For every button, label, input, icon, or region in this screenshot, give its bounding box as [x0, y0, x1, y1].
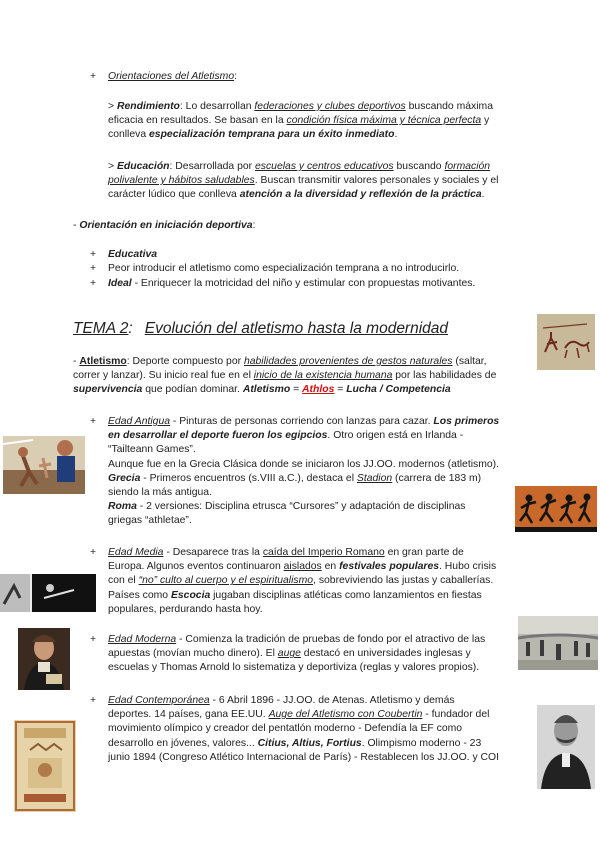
iniciacion-heading: - Orientación en iniciación deportiva: [73, 220, 256, 231]
edad-moderna-paragraph: Edad Moderna - Comienza la tradición de pruebas de fondo por el atractivo de las apuestas (movían mucho dinero). El auge destacó en universidades inglesas y escuelas y Thomas Arnold lo sistematiza y deportiviza (reglas y valores propios). [108, 634, 486, 674]
bullet: + [90, 278, 97, 289]
list-item: Peor introducir el atletismo como especialización temprana a no introducirlo. [108, 263, 460, 274]
bullet: + [90, 249, 97, 260]
rendimiento-paragraph: > Rendimiento: Lo desarrollan federaciones y clubes deportivos buscando máxima eficacia en resultados. Se basan en la condición física máxima y técnica perfecta y conlleva especialización temprana para un éxito inmediato. [108, 101, 493, 141]
greek-athletes-image [3, 436, 85, 494]
bullet: + [90, 416, 97, 427]
bullet: + [90, 695, 97, 706]
cave-painting-image [537, 314, 595, 370]
edad-antigua-paragraph: Edad Antigua - Pinturas de personas corriendo con lanzas para cazar. Los primeros en desarrollar el deporte fueron los egipcios. Otro origen está en Irlanda - “Tailteann Games”. Aunque fue en la Grecia Clásica donde se iniciaron los JJ.OO. modernos (atletismo). Grecia - Primeros encuentros (s.VIII a.C.), destaca el Stadion (carrera de 183 m) siendo la más antigua. Roma - 2 versiones: Disciplina etrusca “Cursores” y adaptación de disciplinas griegas “athletae”. [108, 416, 500, 527]
section-title: TEMA 2: Evolución del atletismo hasta la modernidad [73, 320, 449, 337]
portrait-thomas-arnold-image [18, 628, 70, 690]
olympics-poster-image [14, 720, 76, 812]
educacion-paragraph: > Educación: Desarrollada por escuelas y centros educativos buscando formación polivalente y hábitos saludables. Buscan transmitir valores personales y sociales y el carácter lúdico que conlleva atención a la diversidad y reflexión de la práctica. [108, 161, 499, 201]
bullet: + [90, 634, 97, 645]
bullet: + [90, 71, 97, 82]
list-item: Ideal - Enriquecer la motricidad del niño y estimular con propuestas motivantes. [108, 278, 476, 289]
orientaciones-heading: Orientaciones del Atletismo: [108, 71, 237, 82]
portrait-coubertin-image [537, 705, 595, 789]
atletismo-paragraph: - Atletismo: Deporte compuesto por habilidades provenientes de gestos naturales (saltar, correr y lanzar). Su inicio real fue en el inicio de la existencia humana por las habilidades de supervivencia que podían dominar. Atletismo = Athlos = Lucha / Competencia [73, 356, 497, 396]
edad-contemporanea-paragraph: Edad Contemporánea - 6 Abril 1896 - JJ.OO. de Atenas. Atletismo y demás deportes. 14 países, gana EE.UU. Auge del Atletismo con Coubertin - fundador del movimiento olímpico y creador del pentatlón moderno - Defendía la EF como desarrollo en jóvenes, valores... Citius, Altius, Fortius. Olimpismo moderno - 23 junio 1894 (Congreso Atlético Internacional de París) - Restablecen los JJ.OO. y COI [108, 695, 499, 763]
greek-vase-runners-image [515, 486, 597, 532]
bullet: + [90, 547, 97, 558]
list-item: Educativa [108, 249, 158, 260]
bullet: + [90, 263, 97, 274]
edad-media-paragraph: Edad Media - Desaparece tras la caída del Imperio Romano en gran parte de Europa. Algunos eventos continuaron aislados en festivales populares. Hubo crisis con el “no” culto al cuerpo y el espiritualismo, sobreviviendo las justas y caballerías. Países como Escocia jugaban disciplinas atléticas como lanzamientos en fiestas populares, perdurando hasta hoy. [108, 547, 497, 615]
modern-race-photo-image [518, 616, 598, 670]
medieval-photo-image [0, 574, 96, 612]
